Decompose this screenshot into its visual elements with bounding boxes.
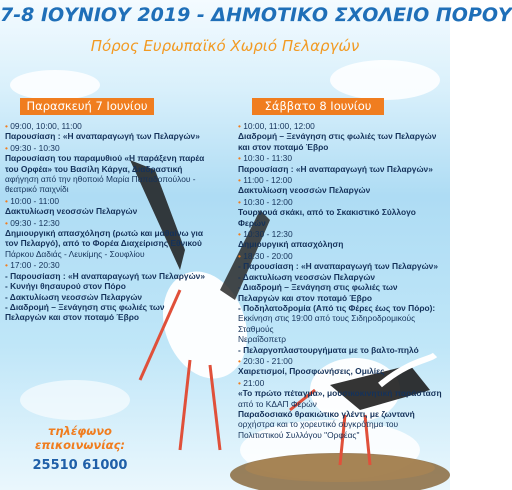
schedule-line: - Πελαργοπλαστουργήματα με το βαλτο-πηλό bbox=[238, 344, 419, 355]
contact-block bbox=[10, 424, 150, 473]
schedule-item bbox=[238, 197, 443, 228]
schedule-item bbox=[5, 218, 219, 260]
schedule-line: - Παρουσίαση : «Η αναπαραγωγή των Πελαργών» bbox=[238, 261, 438, 272]
schedule-line: Δημιουργική απασχόληση (ρωτώ και μαθαίνω για bbox=[5, 228, 204, 239]
schedule-line: Πελαργών και στον ποταμό Έβρο bbox=[238, 292, 372, 303]
schedule-line: Πελαργών και στον ποταμό Έβρο bbox=[5, 312, 139, 323]
schedule-line: Χαιρετισμοί, Προσφωνήσεις, Ομιλίες bbox=[238, 366, 385, 377]
schedule-line: τον Πελαργό), από το Φορέα Διαχείρισης Εθνικού bbox=[5, 238, 202, 249]
schedule-time: • 20:30 - 21:00 bbox=[238, 356, 443, 366]
page-subtitle: Πόρος Ευρωπαϊκό Χωριό Πελαργών bbox=[90, 37, 360, 55]
schedule-item bbox=[238, 175, 443, 196]
schedule-line: Δημιουργική απασχόληση bbox=[238, 239, 344, 250]
schedule-time: • 09:00, 10:00, 11:00 bbox=[5, 121, 219, 131]
schedule-time: • 10:30 - 12:30 bbox=[238, 229, 443, 239]
friday-schedule bbox=[5, 121, 219, 324]
schedule-line: Πολιτιστικού Συλλόγου "Ορφέας" bbox=[238, 429, 360, 440]
schedule-line: ορχήστρα και το χορευτικό συγκρότημα του bbox=[238, 419, 399, 430]
schedule-line: Παρουσίαση του παραμυθιού «Η παράξενη παρέα bbox=[5, 153, 205, 164]
schedule-line: - Ποδηλατοδρομία (Από τις Φέρες έως τον Πόρο): bbox=[238, 302, 436, 313]
schedule-time: • 10:30 - 12:00 bbox=[238, 197, 443, 207]
schedule-line: Δακτυλίωση νεοσσών Πελαργών bbox=[238, 185, 371, 196]
schedule-line: του Ορφέα» του Βασίλη Κάργα, Διαδραστική bbox=[5, 163, 183, 174]
schedule-line: αφήγηση από την ηθοποιό Μαρία Παπαδοπούλου - bbox=[5, 174, 196, 185]
schedule-item bbox=[5, 196, 219, 217]
schedule-line: και στον ποταμό Έβρο bbox=[238, 141, 329, 152]
schedule-line: - Κυνήγι θησαυρού στον Πόρο bbox=[5, 281, 126, 292]
schedule-item bbox=[238, 356, 443, 377]
cloud bbox=[330, 60, 440, 100]
contact-phone[interactable]: 25510 61000 bbox=[32, 458, 128, 473]
schedule-line: Νεραΐδοπετρ bbox=[238, 334, 287, 345]
cloud bbox=[10, 70, 100, 100]
schedule-time: • 10:00, 11:00, 12:00 bbox=[238, 121, 443, 131]
schedule-item bbox=[5, 121, 219, 142]
schedule-time: • 17:00 - 20:30 bbox=[5, 260, 219, 270]
schedule-line: - Δακτυλίωση νεοσσών Πελαργών bbox=[5, 291, 143, 302]
schedule-line: Διαδρομή – Ξενάγηση στις φωλιές των Πελαργών bbox=[238, 131, 437, 142]
schedule-line: Παρουσίαση : «Η αναπαραγωγή των Πελαργών» bbox=[238, 163, 433, 174]
day-header-saturday: Σάββατο 8 Ιουνίου bbox=[252, 98, 384, 115]
schedule-item bbox=[5, 143, 219, 195]
schedule-time: • 09:30 - 12:30 bbox=[5, 218, 219, 228]
schedule-time: • 10:30 - 11:30 bbox=[238, 153, 443, 163]
schedule-line: - Παρουσίαση : «Η αναπαραγωγή των Πελαργών» bbox=[5, 270, 205, 281]
schedule-item bbox=[238, 153, 443, 174]
schedule-item bbox=[238, 251, 443, 355]
schedule-time: • 18:30 - 20:00 bbox=[238, 251, 443, 261]
contact-label: τηλέφωνο επικοινωνίας: bbox=[35, 424, 125, 452]
schedule-line: - Δακτυλίωση νεοσσών Πελαργών bbox=[238, 271, 376, 282]
schedule-line: «Το πρώτο πέταγμα», μουσικοκινητική παράσταση bbox=[238, 388, 442, 399]
schedule-time: • 11:00 - 12:00 bbox=[238, 175, 443, 185]
day-header-friday: Παρασκευή 7 Ιουνίου bbox=[20, 98, 154, 115]
schedule-line: Παρουσίαση : «Η αναπαραγωγή των Πελαργών» bbox=[5, 131, 200, 142]
schedule-line: Εκκίνηση στις 19:00 από τους Σιδηροδρομικούς Σταθμούς bbox=[238, 313, 416, 334]
schedule-item bbox=[5, 260, 219, 322]
schedule-item bbox=[238, 229, 443, 250]
schedule-time: • 09:30 - 10:30 bbox=[5, 143, 219, 153]
schedule-time: • 21:00 bbox=[238, 378, 443, 388]
schedule-line: - Διαδρομή – Ξενάγηση στις φωλιές των bbox=[238, 282, 398, 293]
schedule-time: • 10:00 - 11:00 bbox=[5, 196, 219, 206]
schedule-item bbox=[238, 378, 443, 440]
schedule-line: Πάρκου Δαδιάς - Λευκίμης - Σουφλίου bbox=[5, 248, 145, 259]
saturday-schedule bbox=[238, 121, 443, 441]
page-title: 7-8 ΙΟΥΝΙΟΥ 2019 - ΔΗΜΟΤΙΚΟ ΣΧΟΛΕΙΟ ΠΟΡΟΥ bbox=[0, 4, 512, 26]
schedule-line: - Διαδρομή – Ξενάγηση στις φωλιές των bbox=[5, 301, 165, 312]
schedule-item bbox=[238, 121, 443, 152]
schedule-line: Τουρνουά σκάκι, από το Σκακιστικό Σύλλογο Φερών bbox=[238, 207, 416, 228]
schedule-line: Παραδοσιακό θρακιώτικο γλέντι, με ζωντανή bbox=[238, 408, 415, 419]
schedule-line: Δακτυλίωση νεοσσών Πελαργών bbox=[5, 206, 138, 217]
schedule-line: θεατρικό παιχνίδι bbox=[5, 184, 69, 195]
schedule-line: από το ΚΔΑΠ Φερών bbox=[238, 398, 317, 409]
